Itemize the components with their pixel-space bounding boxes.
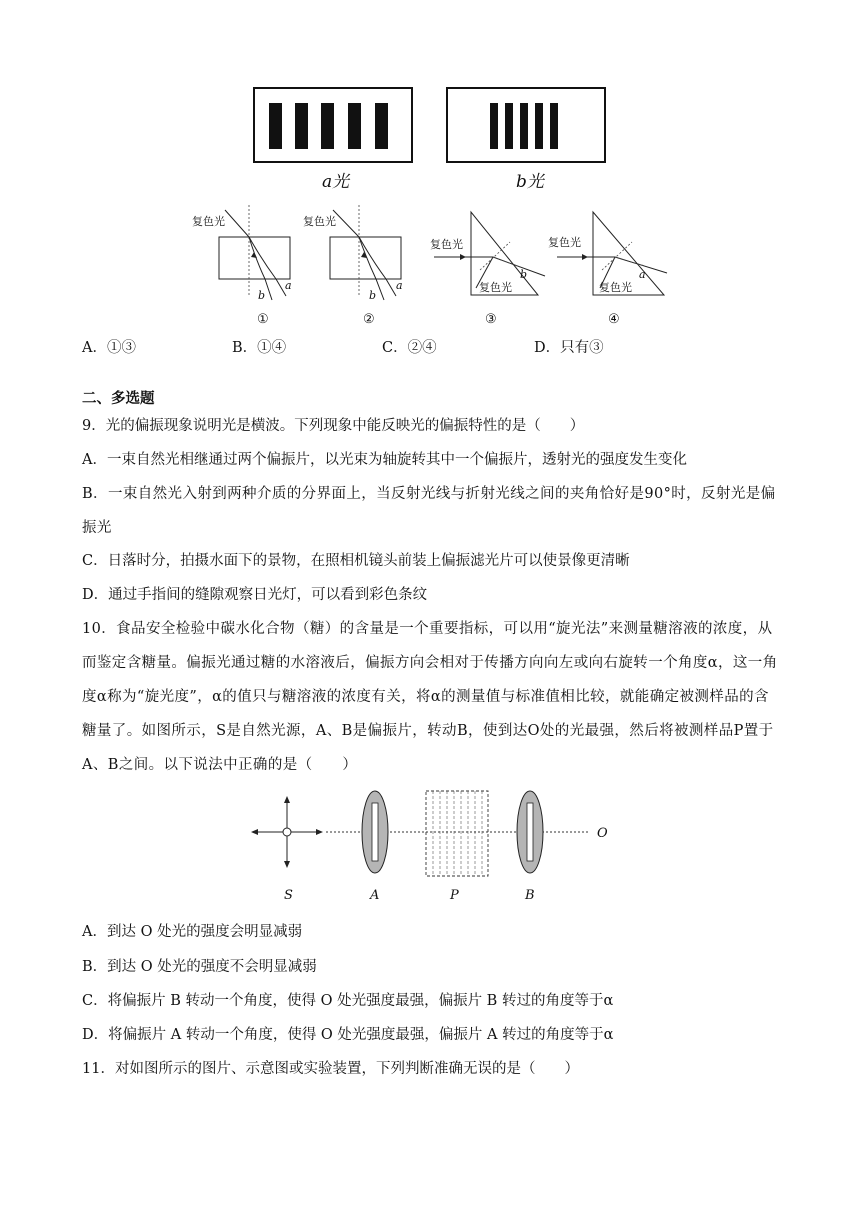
panel-3-tag: ③	[485, 312, 497, 327]
q8-option-c: C．②④	[382, 340, 437, 356]
panel-4-ray-a: a	[639, 268, 646, 281]
q9-option-b: B．一束自然光入射到两种介质的分界面上，当反射光线与折射光线之间的夹角恰好是90°时，反射光是偏振光	[82, 486, 776, 536]
q10-stem: 10．食品安全检验中碳水化合物（糖）的含量是一个重要指标，可以用“旋光法”来测量糖溶液的浓度，从而鉴定含糖量。偏振光通过糖的水溶液后，偏振方向会相对于传播方向向左或向右旋转一个角度α，这一角度α称为“旋光度”，α的值只与糖溶液的浓度有关，将α的测量值与标准值相比较，就能确定被测样品的含糖量了。如图所示，S是自然光源，A、B是偏振片，转动B，使到达O处的光最强，然后将被测样品P置于A、B之间。以下说法中正确的是（ ）	[82, 621, 778, 773]
q9-option-a: A．一束自然光相继通过两个偏振片，以光束为轴旋转其中一个偏振片，透射光的强度发生变化	[82, 452, 687, 468]
q9-stem: 9．光的偏振现象说明光是横波。下列现象中能反映光的偏振特性的是（ ）	[82, 418, 585, 434]
panel-3-incident-label: 复色光	[430, 238, 463, 251]
q11-stem: 11．对如图所示的图片、示意图或实验装置，下列判断准确无误的是（ ）	[82, 1061, 579, 1077]
panel-4-tag: ④	[608, 312, 620, 327]
fringe-bar	[321, 103, 334, 149]
label-o: O	[597, 826, 608, 841]
sample-p	[426, 791, 488, 876]
fringe-bar	[505, 103, 513, 149]
fringe-box-a	[254, 88, 412, 162]
panel-4-incident-label: 复色光	[548, 236, 581, 249]
fringe-bar	[535, 103, 543, 149]
fringe-bar	[550, 103, 558, 149]
refraction-figure	[0, 200, 860, 330]
fringe-bar	[520, 103, 528, 149]
polarizer-figure	[0, 785, 860, 910]
q10-option-d: D．将偏振片 A 转动一个角度，使得 O 处光强度最强，偏振片 A 转过的角度等于α	[82, 1027, 614, 1043]
fringe-label-a: a光	[322, 172, 350, 192]
fringe-bar	[375, 103, 388, 149]
label-s: S	[284, 888, 293, 903]
q8-option-a: A．①③	[82, 340, 136, 356]
fringe-box-b	[447, 88, 605, 162]
panel-2-ray-a: a	[396, 279, 403, 292]
q9-option-d: D．通过手指间的缝隙观察日光灯，可以看到彩色条纹	[82, 587, 428, 603]
panel-2-ray-b: b	[369, 289, 377, 302]
label-p: P	[450, 888, 459, 903]
fringe-label-b: b光	[516, 172, 544, 192]
q8-option-b: B．①④	[232, 340, 287, 356]
q9-option-c: C．日落时分，拍摄水面下的景物，在照相机镜头前装上偏振滤光片可以使景像更清晰	[82, 553, 630, 569]
fringe-bar	[348, 103, 361, 149]
section-title: 二、多选题	[82, 390, 155, 407]
light-source-icon	[251, 796, 323, 868]
panel-2-tag: ②	[363, 312, 375, 327]
panel-1-ray-a: a	[285, 279, 292, 292]
polarizer-b	[517, 791, 543, 873]
panel-1-ray-b: b	[258, 289, 266, 302]
fringe-bar	[490, 103, 498, 149]
fringe-bar	[295, 103, 308, 149]
q10-option-c: C．将偏振片 B 转动一个角度，使得 O 处光强度最强，偏振片 B 转过的角度等于α	[82, 993, 614, 1009]
panel-1-incident-label: 复色光	[192, 215, 225, 228]
panel-1-tag: ①	[257, 312, 269, 327]
panel-4-outgoing-label: 复色光	[599, 281, 632, 294]
polarizer-a	[362, 791, 388, 873]
panel-2	[330, 205, 401, 300]
panel-3-ray-b: b	[520, 268, 528, 281]
fringe-bar	[269, 103, 282, 149]
fringe-figure	[0, 0, 860, 200]
label-b: B	[525, 888, 535, 903]
panel-2-incident-label: 复色光	[303, 215, 336, 228]
label-a: A	[370, 888, 380, 903]
panel-1	[219, 205, 290, 300]
q10-option-b: B．到达 O 处光的强度不会明显减弱	[82, 959, 317, 975]
panel-3-outgoing-label: 复色光	[479, 281, 512, 294]
q10-option-a: A．到达 O 处光的强度会明显减弱	[82, 924, 303, 940]
q8-option-d: D．只有③	[534, 340, 604, 356]
